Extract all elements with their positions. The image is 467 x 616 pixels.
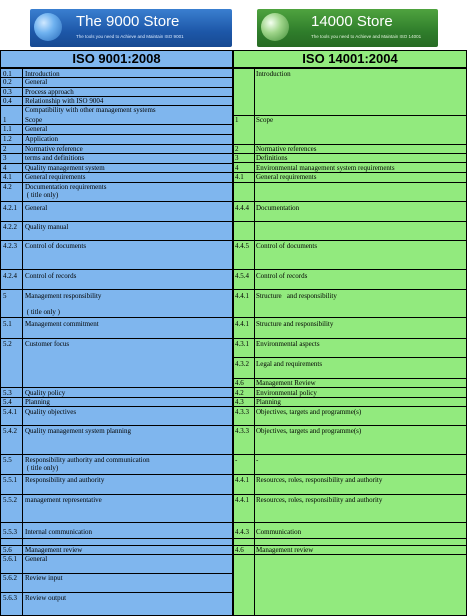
clause-number: 0.1 (3, 70, 12, 78)
clause-title: Management review (25, 546, 83, 554)
clause-number: 5.4.2 (3, 427, 17, 435)
clause-number: 5.3 (3, 389, 12, 397)
clause-title: management representative (25, 496, 102, 504)
row-divider (1, 592, 232, 593)
clause-title: Environmental aspects (256, 340, 320, 348)
row-divider (234, 221, 466, 222)
clause-title: Quality policy (25, 389, 66, 397)
clause-number: 4.3.3 (235, 408, 249, 416)
clause-title: Quality management system planning (25, 427, 131, 435)
clause-number: 4.4.1 (235, 292, 249, 300)
clause-title: Review input (25, 574, 63, 582)
clause-title: Introduction (256, 70, 291, 78)
banner-title: The 9000 Store (76, 13, 180, 30)
clause-title: Management responsibility ( title only ) (25, 292, 102, 316)
clause-title: Normative references (256, 145, 317, 153)
row-divider (234, 538, 466, 539)
clause-title: Control of documents (256, 242, 318, 250)
clause-title: Management review (256, 546, 314, 554)
clause-number: 4.3.3 (235, 427, 249, 435)
clause-title: Management Review (256, 379, 316, 387)
row-divider (234, 162, 466, 163)
row-divider (234, 289, 466, 290)
row-divider (234, 387, 466, 388)
clause-number: 4.4.5 (235, 242, 249, 250)
globe-icon (34, 13, 62, 41)
row-divider (1, 269, 232, 270)
clause-number: 4.2 (235, 389, 244, 397)
clause-title: Objectives, targets and programme(s) (256, 427, 362, 435)
column-divider (254, 69, 255, 615)
clause-title: Legal and requirements (256, 360, 323, 368)
clause-number: 5 (3, 292, 7, 300)
clause-title: Planning (256, 398, 281, 406)
clause-number: 1 (235, 116, 239, 124)
clause-title: Documentation requirements ( title only) (25, 183, 107, 199)
clause-title: Quality management system (25, 164, 105, 172)
clause-number: 1.1 (3, 125, 12, 133)
clause-number: 4.4.3 (235, 528, 249, 536)
clause-title: Review output (25, 594, 67, 602)
clause-number: 4.1 (3, 173, 12, 181)
clause-number: 0.4 (3, 97, 12, 105)
clause-number: 5.4.1 (3, 408, 17, 416)
banner-tagline: The tools you need to Achieve and Maintain ISO 9001 (76, 34, 184, 39)
clause-number: 5.5.3 (3, 528, 17, 536)
column-divider (22, 69, 23, 615)
clause-number: 4.1 (235, 173, 244, 181)
clause-title: Quality objectives (25, 408, 77, 416)
row-divider (1, 425, 232, 426)
clause-title: Communication (256, 528, 302, 536)
clause-title: Control of records (256, 272, 308, 280)
row-divider (1, 406, 232, 407)
clause-number: 3 (3, 154, 7, 162)
row-divider (234, 522, 466, 523)
clause-number: 5.6.2 (3, 574, 17, 582)
clause-number: 5.6.3 (3, 594, 17, 602)
row-divider (1, 240, 232, 241)
clause-number: 4 (235, 164, 239, 172)
row-divider (234, 406, 466, 407)
clause-number: 4.3.2 (235, 360, 249, 368)
clause-title: Environmental management system requirements (256, 164, 395, 172)
clause-number: 1 (3, 116, 7, 124)
row-divider (1, 317, 232, 318)
clause-title: General (25, 78, 48, 86)
row-divider (1, 289, 232, 290)
row-divider (234, 317, 466, 318)
clause-title: General (25, 204, 48, 212)
clause-number: 2 (235, 145, 239, 153)
clause-number: 4.4.1 (235, 476, 249, 484)
clause-number: 5.6.1 (3, 555, 17, 563)
clause-title: Structure and responsibility (256, 292, 337, 300)
clause-title: Management commitment (25, 320, 99, 328)
clause-number: 4.2 (3, 183, 12, 191)
row-divider (1, 474, 232, 475)
iso14001-header: ISO 14001:2004 (234, 51, 466, 69)
clause-number: 4.3 (235, 398, 244, 406)
row-divider (1, 522, 232, 523)
clause-title: terms and definitions (25, 154, 85, 162)
row-divider (234, 494, 466, 495)
clause-number: 5.6 (3, 546, 12, 554)
row-divider (1, 538, 232, 539)
clause-title: General (25, 555, 48, 563)
clause-title: Relationship with ISO 9004 (25, 97, 104, 105)
clause-title: - (256, 456, 259, 464)
row-divider (234, 338, 466, 339)
clause-title: Planning (25, 398, 50, 406)
banner-tagline: The tools you need to Achieve and Maintain ISO 14001 (311, 34, 422, 39)
clause-number: 4.4.1 (235, 496, 249, 504)
recycle-globe-icon (261, 13, 289, 41)
iso9001-column (0, 50, 233, 616)
clause-title: General (25, 125, 48, 133)
clause-number: 1.2 (3, 135, 12, 143)
row-divider (234, 240, 466, 241)
clause-number: 4.3.1 (235, 340, 249, 348)
clause-title: Responsibility and authority (25, 476, 105, 484)
clause-title: Process approach (25, 88, 74, 96)
clause-number: 5.2 (3, 340, 12, 348)
clause-number: 4.4.1 (235, 320, 249, 328)
iso14001-column (233, 50, 467, 616)
clause-number: 3 (235, 154, 239, 162)
clause-title: General requirements (25, 173, 86, 181)
row-divider (234, 474, 466, 475)
clause-number: - (235, 456, 238, 464)
clause-number: 4.6 (235, 546, 244, 554)
row-divider (1, 494, 232, 495)
clause-number: 4.6 (235, 379, 244, 387)
clause-title: Control of documents (25, 242, 87, 250)
clause-number: 4.2.3 (3, 242, 17, 250)
row-divider (234, 554, 466, 555)
clause-number: 5.4 (3, 398, 12, 406)
clause-number: 4 (3, 164, 7, 172)
clause-title: Internal communication (25, 528, 93, 536)
clause-number: 4.5.4 (235, 272, 249, 280)
clause-number: 4.2.1 (3, 204, 17, 212)
clause-number: 5.5.2 (3, 496, 17, 504)
clause-title: Resources, roles, responsibility and authority (256, 476, 383, 484)
row-divider (1, 387, 232, 388)
clause-title: Introduction (25, 70, 60, 78)
clause-title: Application (25, 135, 59, 143)
row-divider (234, 201, 466, 202)
row-divider (234, 269, 466, 270)
clause-number: 5.5.1 (3, 476, 17, 484)
clause-title: Environmental policy (256, 389, 317, 397)
clause-title: Definitions (256, 154, 288, 162)
row-divider (234, 357, 466, 358)
row-divider (1, 338, 232, 339)
row-divider (1, 201, 232, 202)
clause-number: 0.2 (3, 78, 12, 86)
clause-title: Scope (25, 116, 43, 124)
clause-number: 5.5 (3, 456, 12, 464)
clause-title: Compatibility with other management systems (25, 106, 156, 114)
clause-number: 4.2.2 (3, 223, 17, 231)
clause-title: Responsibility authority and communication ( title only) (25, 456, 150, 472)
clause-number: 5.1 (3, 320, 12, 328)
row-divider (234, 454, 466, 455)
clause-title: Scope (256, 116, 274, 124)
clause-title: Objectives, targets and programme(s) (256, 408, 362, 416)
clause-title: Quality manual (25, 223, 69, 231)
clause-title: Documentation (256, 204, 300, 212)
banner-title: 14000 Store (311, 13, 393, 30)
row-divider (1, 221, 232, 222)
clause-title: Resources, roles, responsibility and authority (256, 496, 383, 504)
clause-title: Customer focus (25, 340, 70, 348)
clause-number: 4.4.4 (235, 204, 249, 212)
banner-14000-store[interactable] (257, 9, 438, 47)
banner-9000-store[interactable] (30, 9, 232, 47)
iso9001-header: ISO 9001:2008 (1, 51, 232, 69)
clause-number: 0.3 (3, 88, 12, 96)
row-divider (234, 182, 466, 183)
clause-number: 4.2.4 (3, 272, 17, 280)
clause-title: General requirements (256, 173, 317, 181)
clause-title: Normative reference (25, 145, 83, 153)
clause-title: Control of records (25, 272, 77, 280)
clause-number: 2 (3, 145, 7, 153)
row-divider (1, 454, 232, 455)
row-divider (234, 425, 466, 426)
clause-title: Structure and responsibility (256, 320, 334, 328)
